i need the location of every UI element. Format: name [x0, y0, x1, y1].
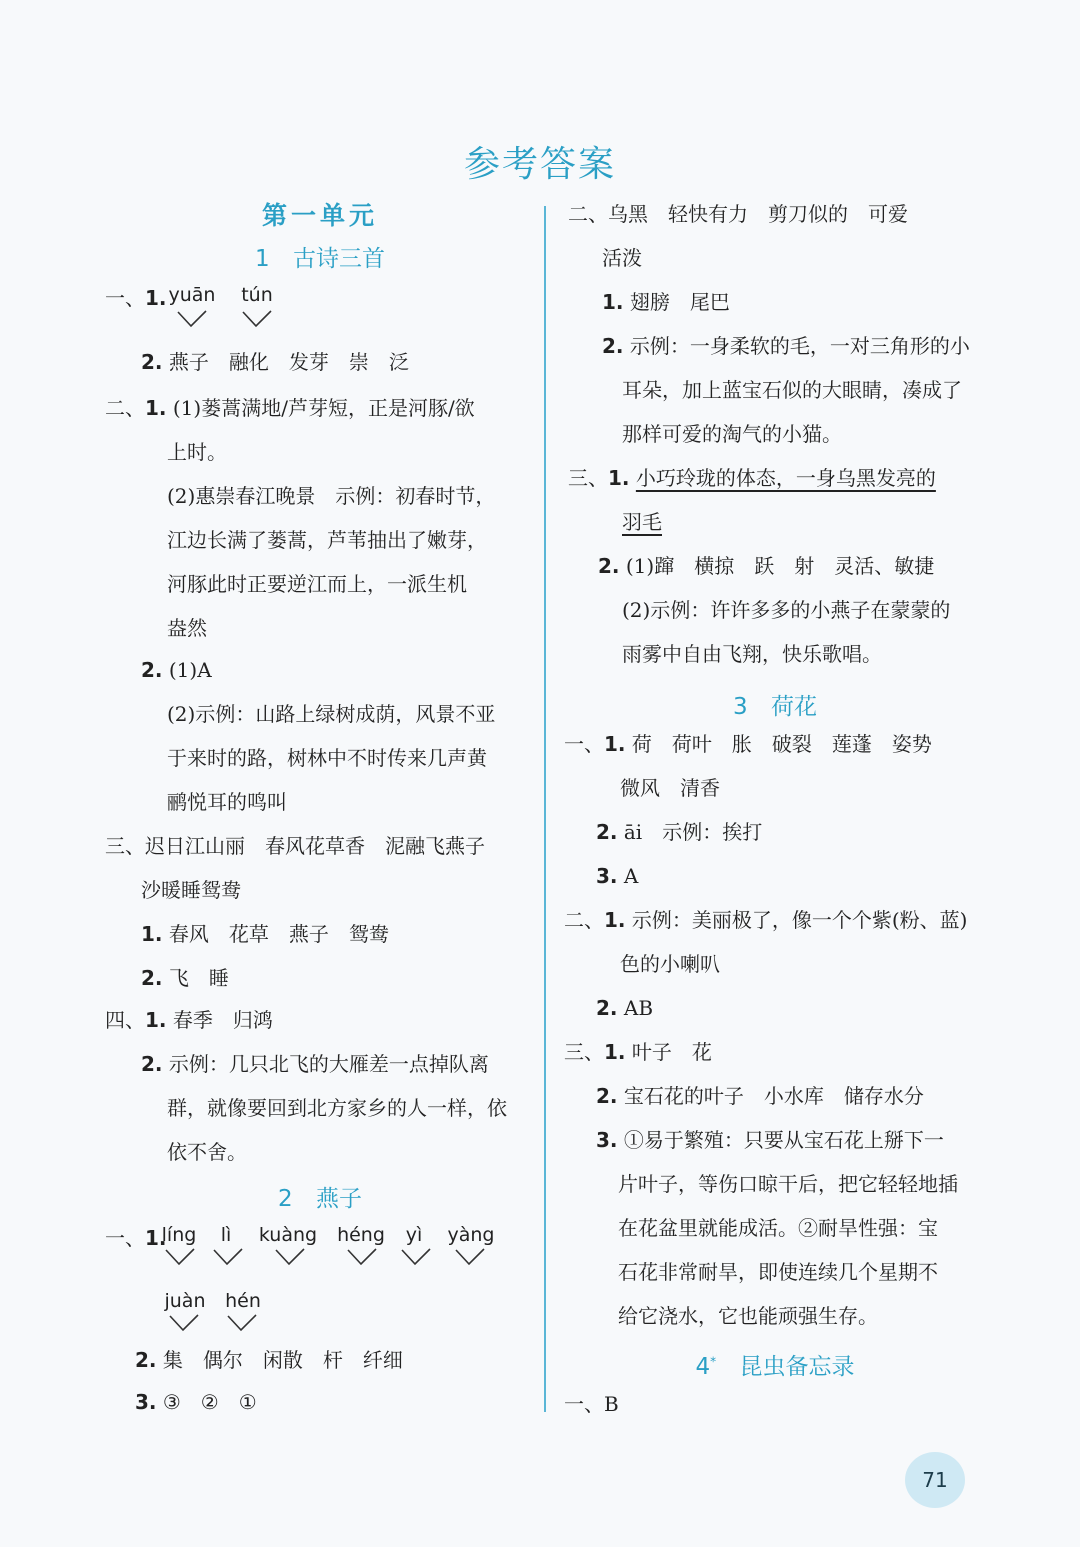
answer-text: 荷 荷叶 胀 破裂 莲蓬 姿势 — [631, 732, 932, 756]
lesson-name: 昆虫备忘录 — [739, 1354, 855, 1380]
section-label: 三、 — [105, 834, 145, 858]
question-number: 1. — [141, 922, 163, 946]
answer-text: 春季 归鸿 — [172, 1008, 273, 1032]
section-label: 四、 — [105, 1008, 145, 1032]
answer-text: 小巧玲珑的体态，一身乌黑发亮的 — [635, 466, 936, 490]
pinyin: hén — [225, 1290, 261, 1312]
section-label: 二、 — [564, 908, 604, 932]
lesson-name: 荷花 — [770, 694, 817, 720]
answer-line: 雨雾中自由飞翔，快乐歌唱。 — [622, 642, 882, 666]
answer-text: 集 偶尔 闲散 杆 纤细 — [162, 1348, 403, 1372]
answer-text: 翅膀 尾巴 — [629, 290, 730, 314]
answer-line: 于来时的路，树林中不时传来几声黄 — [167, 746, 487, 770]
section-label: 三、 — [564, 1040, 604, 1064]
answer-line: 活泼 — [602, 246, 642, 270]
answer-line — [141, 920, 389, 948]
answer-line — [564, 1038, 712, 1066]
lesson-name: 古诗三首 — [292, 246, 385, 272]
answer-line — [568, 464, 936, 492]
answer-text: 迟日江山丽 春风花草香 泥融飞燕子 — [145, 834, 485, 858]
lesson-heading-1 — [105, 240, 535, 273]
answer-line — [135, 1388, 257, 1416]
question-number: 1. — [604, 908, 626, 932]
pinyin: héng — [337, 1224, 385, 1246]
answer-text: 宝石花的叶子 小水库 储存水分 — [623, 1084, 924, 1108]
answer-line — [564, 730, 932, 758]
answer-text: (1)蹿 横掠 跃 射 灵活、敏捷 — [625, 554, 935, 578]
question-number: 1. — [145, 396, 167, 420]
question-number: 1. — [145, 286, 167, 310]
answer-text: 飞 睡 — [168, 966, 229, 990]
check-icon — [347, 1248, 377, 1266]
pinyin: juàn — [164, 1290, 206, 1312]
page-title: 参考答案 — [463, 144, 616, 185]
section-label: 一、 — [564, 732, 604, 756]
section-label: 二、 — [568, 202, 608, 226]
check-icon — [242, 310, 272, 328]
answer-line: 上时。 — [167, 440, 227, 464]
question-number: 3. — [596, 864, 618, 888]
answer-text: ①易于繁殖：只要从宝石花上掰下一 — [623, 1128, 944, 1152]
answer-text: 示例：几只北飞的大雁差一点掉队离 — [168, 1052, 489, 1076]
page-number-badge — [905, 1452, 965, 1508]
answer-line: 河豚此时正要逆江而上，一派生机 — [167, 572, 467, 596]
answer-line — [602, 332, 970, 360]
answer-line — [596, 994, 653, 1022]
answer-text: AB — [623, 996, 654, 1020]
pinyin: tún — [241, 284, 273, 306]
question-number: 2. — [596, 996, 618, 1020]
question-number: 2. — [141, 966, 163, 990]
check-icon — [275, 1248, 305, 1266]
question-number: 1. — [604, 1040, 626, 1064]
section-label: 二、 — [105, 396, 145, 420]
answer-line: 一、B — [564, 1392, 619, 1416]
answer-text: (1)蒌蒿满地/芦芽短，正是河豚/欲 — [172, 396, 475, 420]
answer-line — [105, 394, 475, 422]
pinyin: yì — [405, 1224, 423, 1246]
answer-line — [135, 1346, 403, 1374]
check-icon — [213, 1248, 243, 1266]
answer-line: 那样可爱的淘气的小猫。 — [622, 422, 842, 446]
question-number: 2. — [602, 334, 624, 358]
answer-line — [564, 906, 967, 934]
answer-line — [141, 964, 229, 992]
answer-text: 示例：美丽极了，像一个个紫(粉、蓝) — [631, 908, 968, 932]
lesson-name: 燕子 — [315, 1186, 362, 1212]
answer-line — [596, 1126, 944, 1154]
answer-line: (2)示例：许许多多的小燕子在蒙蒙的 — [622, 598, 951, 622]
answer-text: 示例：一身柔软的毛，一对三角形的小 — [629, 334, 970, 358]
check-icon — [177, 310, 207, 328]
lesson-number: 3 — [733, 694, 748, 720]
section-label: 一、 — [105, 286, 145, 310]
answer-line: (2)示例：山路上绿树成荫，风景不亚 — [167, 702, 496, 726]
answer-line: 在花盆里就能成活。②耐旱性强：宝 — [618, 1216, 938, 1240]
answer-line: 鹂悦耳的鸣叫 — [167, 790, 287, 814]
check-icon — [165, 1248, 195, 1266]
answer-line — [598, 552, 934, 580]
answer-text: 燕子 融化 发芽 崇 泛 — [168, 350, 409, 374]
answer-line: 微风 清香 — [620, 776, 720, 800]
answer-text: āi 示例：挨打 — [623, 820, 763, 844]
answer-text: ③ ② ① — [162, 1390, 257, 1414]
answer-line: 盎然 — [167, 616, 207, 640]
answer-line: 给它浇水，它也能顽强生存。 — [618, 1304, 878, 1328]
answer-line: 耳朵，加上蓝宝石似的大眼睛，凑成了 — [622, 378, 962, 402]
question-number: 2. — [141, 350, 163, 374]
pinyin: líng — [161, 1224, 197, 1246]
answer-line: (2)惠崇春江晚景 示例：初春时节， — [167, 484, 496, 508]
check-icon — [227, 1314, 257, 1332]
optional-mark: * — [710, 1354, 717, 1369]
answer-line: 沙暖睡鸳鸯 — [141, 878, 241, 902]
pinyin: lì — [220, 1224, 232, 1246]
question-number: 3. — [135, 1390, 157, 1414]
section-label: 三、 — [568, 466, 608, 490]
answer-line: 色的小喇叭 — [620, 952, 720, 976]
question-number: 1. — [145, 1008, 167, 1032]
answer-line — [105, 832, 485, 860]
answer-line — [568, 200, 908, 228]
question-number: 2. — [141, 1052, 163, 1076]
answer-line — [596, 1082, 924, 1110]
answer-line — [141, 656, 212, 684]
question-number: 2. — [596, 1084, 618, 1108]
answer-line — [596, 862, 638, 890]
answer-line — [105, 1006, 273, 1034]
lesson-heading-4 — [560, 1348, 990, 1381]
pinyin: yàng — [447, 1224, 495, 1246]
question-number: 2. — [598, 554, 620, 578]
answer-text: A — [623, 864, 639, 888]
check-icon — [455, 1248, 485, 1266]
answer-text: 乌黑 轻快有力 剪刀似的 可爱 — [608, 202, 908, 226]
answer-line: 石花非常耐旱，即使连续几个星期不 — [618, 1260, 938, 1284]
lesson-number: 4 — [695, 1354, 711, 1380]
pinyin: kuàng — [258, 1224, 318, 1246]
question-number: 1. — [604, 732, 626, 756]
answer-line — [141, 348, 409, 376]
question-number: 1. — [602, 290, 624, 314]
answer-text: (1)A — [168, 658, 212, 682]
answer-line — [141, 1050, 489, 1078]
question-number: 2. — [141, 658, 163, 682]
unit-heading: 第一单元 — [261, 201, 378, 230]
answer-line: 群，就像要回到北方家乡的人一样，依 — [167, 1096, 507, 1120]
question-number: 2. — [596, 820, 618, 844]
question-number: 1. — [145, 1226, 167, 1250]
answer-line — [596, 818, 762, 846]
lesson-heading-3 — [560, 688, 990, 721]
answer-text: 春风 花草 燕子 鸳鸯 — [168, 922, 389, 946]
question-number: 1. — [608, 466, 630, 490]
answer-line: 羽毛 — [622, 510, 662, 534]
page-number: 71 — [922, 1468, 948, 1492]
check-icon — [169, 1314, 199, 1332]
question-number: 2. — [135, 1348, 157, 1372]
answer-line: 片叶子，等伤口晾干后，把它轻轻地插 — [618, 1172, 958, 1196]
lesson-heading-2 — [105, 1180, 535, 1213]
column-divider — [544, 206, 546, 1412]
section-label: 一、 — [105, 1226, 145, 1250]
answer-line — [602, 288, 730, 316]
pinyin: yuān — [168, 284, 216, 306]
answer-line — [105, 284, 167, 312]
question-number: 3. — [596, 1128, 618, 1152]
lesson-number: 2 — [278, 1186, 293, 1212]
lesson-number: 1 — [255, 246, 270, 272]
answer-line: 江边长满了蒌蒿，芦苇抽出了嫩芽， — [167, 528, 487, 552]
check-icon — [401, 1248, 431, 1266]
answer-text: 叶子 花 — [631, 1040, 712, 1064]
answer-line: 依不舍。 — [167, 1140, 247, 1164]
